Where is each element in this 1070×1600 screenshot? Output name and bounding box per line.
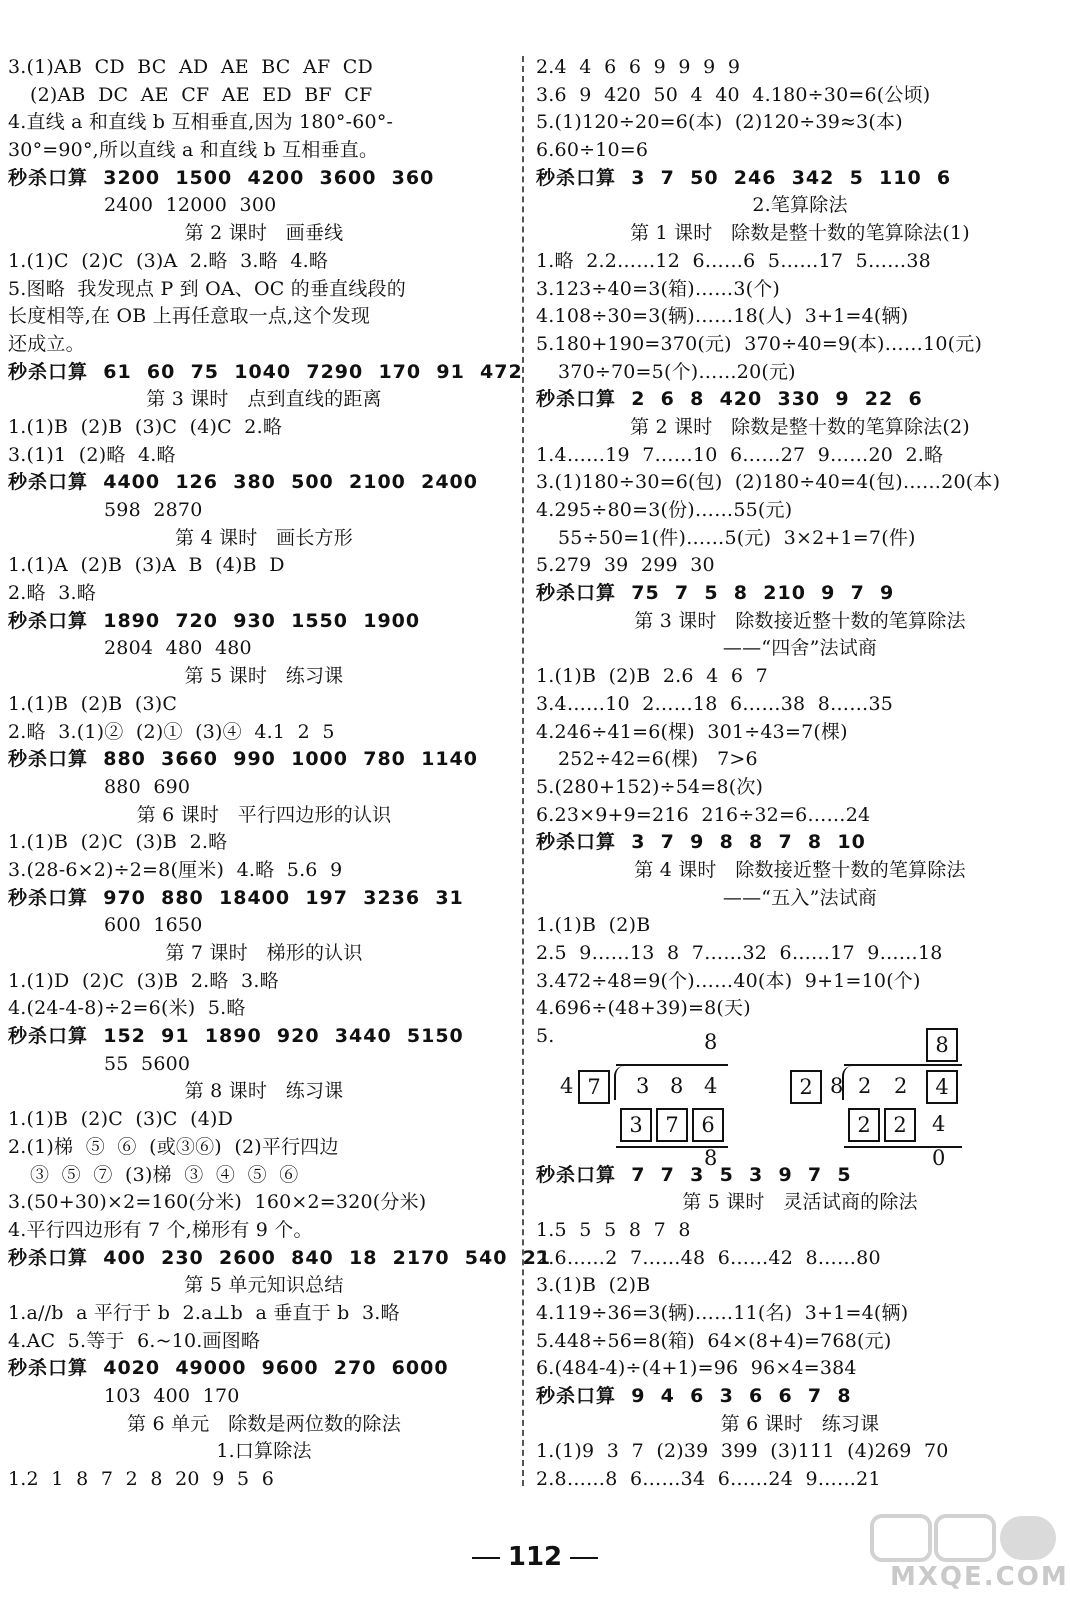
right-answer-line: 4.246÷41=6(棵) 301÷43=7(棵)	[536, 720, 848, 743]
right-product-digit: 4	[932, 1112, 946, 1136]
left-heading: 第 6 单元 除数是两位数的除法	[127, 1412, 401, 1435]
right-answer-line: 2.4 4 6 6 9 9 9 9	[536, 56, 741, 78]
right-answer-line: 3.472÷48=9(个)……40(本) 9+1=10(个)	[536, 969, 921, 992]
left-answer-line: 598 2870	[104, 499, 203, 521]
right-answer-line: 2.5 9……13 8 7……32 6……17 9……18	[536, 942, 943, 964]
right-answer-line: 3.6 9 420 50 4 40 4.180÷30=6(公顷)	[536, 83, 931, 106]
left-quotient: 8	[704, 1030, 718, 1054]
left-mental-math-line: 秒杀口算 880 3660 990 1000 780 1140	[8, 748, 479, 771]
left-answer-line: 103 400 170	[104, 1385, 240, 1407]
left-answer-line: 880 690	[104, 775, 191, 798]
left-answer-line: 600 1650	[104, 914, 203, 937]
right-answer-line: 1.5 5 5 8 7 8	[536, 1218, 691, 1241]
left-answer-line: 2.(1)梯 ⑤ ⑥ (或③⑥) (2)平行四边	[8, 1135, 339, 1158]
right-heading: 2.笔算除法	[752, 194, 848, 217]
left-answer-line: 1.(1)C (2)C (3)A 2.略 3.略 4.略	[8, 249, 329, 272]
left-heading: 第 5 单元知识总结	[184, 1274, 344, 1297]
left-divisor-digit: 4	[560, 1074, 574, 1098]
left-heading: 第 7 课时 梯形的认识	[165, 942, 363, 964]
left-answer-line: 1.(1)A (2)B (3)A B (4)B D	[8, 554, 285, 577]
left-answer-line: 2400 12000 300	[104, 194, 277, 217]
left-answer-line: 2804 480 480	[104, 637, 252, 660]
right-heading: 第 4 课时 除数接近整十数的笔算除法	[634, 858, 966, 881]
left-answer-line: 2.略 3.(1)② (2)① (3)④ 4.1 2 5	[8, 720, 335, 743]
right-product-box: 2	[884, 1108, 916, 1142]
right-product-box: 2	[848, 1108, 880, 1142]
left-answer-line: 3.(28-6×2)÷2=8(厘米) 4.略 5.6 9	[8, 858, 343, 881]
left-mental-math-line: 秒杀口算 400 230 2600 840 18 2170 540 21	[8, 1246, 552, 1269]
right-answer-line: 6.23×9+9=216 216÷32=6……24	[536, 803, 871, 826]
right-answer-line: 5.448÷56=8(箱) 64×(8+4)=768(元)	[536, 1329, 892, 1352]
left-answer-line: 4.AC 5.等于 6.~10.画图略	[8, 1329, 261, 1352]
left-answer-line: 长度相等,在 OB 上再任意取一点,这个发现	[8, 305, 371, 328]
left-product-box: 7	[656, 1108, 688, 1142]
left-answer-line: 55 5600	[104, 1052, 191, 1075]
right-answer-line: 55÷50=1(件)……5(元) 3×2+1=7(件)	[558, 526, 916, 549]
left-heading: 第 2 课时 画垂线	[184, 222, 344, 245]
right-answer-line: 3.(1)180÷30=6(包) (2)180÷40=4(包)……20(本)	[536, 471, 1001, 494]
left-mental-math-line: 秒杀口算 970 880 18400 197 3236 31	[8, 886, 464, 909]
right-answer-line: 252÷42=6(棵) 7>6	[558, 748, 758, 771]
right-answer-line: 5.180+190=370(元) 370÷40=9(本)……10(元)	[536, 332, 983, 355]
left-heading: 第 3 课时 点到直线的距离	[146, 388, 382, 411]
left-division-bracket	[614, 1066, 626, 1100]
right-answer-line: 3.(1)B (2)B	[536, 1274, 651, 1297]
left-answer-line: 30°=90°,所以直线 a 和直线 b 互相垂直。	[8, 139, 379, 162]
left-dividend-digit: 8	[670, 1074, 684, 1098]
left-answer-line: 1.(1)D (2)C (3)B 2.略 3.略	[8, 969, 279, 992]
left-heading: 1.口算除法	[216, 1440, 312, 1463]
left-mental-math-line: 秒杀口算 4020 49000 9600 270 6000	[8, 1357, 449, 1380]
right-mental-math-line: 秒杀口算 9 4 6 3 6 6 7 8	[536, 1385, 852, 1407]
right-answer-line: 2.8……8 6……34 6……24 9……21	[536, 1468, 881, 1491]
left-answer-line: 3.(50+30)×2=160(分米) 160×2=320(分米)	[8, 1191, 427, 1214]
left-answer-line: 1.(1)B (2)C (3)C (4)D	[8, 1108, 234, 1131]
left-dividend-digit: 3	[636, 1074, 650, 1098]
right-answer-line: 3.123÷40=3(箱)……3(个)	[536, 277, 781, 300]
right-answer-line: 5.279 39 299 30	[536, 554, 715, 577]
right-mental-math-line: 秒杀口算 3 7 9 8 8 7 8 10	[536, 831, 866, 854]
right-answer-line: 4.295÷80=3(份)……55(元)	[536, 499, 793, 521]
left-answer-line: 3.(1)1 (2)略 4.略	[8, 443, 176, 466]
right-dividend-digit: 2	[858, 1074, 872, 1098]
right-answer-line: 1.4……19 7……10 6……27 9……20 2.略	[536, 443, 944, 466]
left-answer-line: 4.(24-4-8)÷2=6(米) 5.略	[8, 997, 246, 1020]
left-answer-line: 1.(1)B (2)B (3)C (4)C 2.略	[8, 415, 283, 438]
right-answer-line: 4.119÷36=3(辆)……11(名) 3+1=4(辆)	[536, 1301, 909, 1324]
right-answer-line: 2.6……2 7……48 6……42 8……80	[536, 1246, 881, 1269]
right-divisor-box: 2	[790, 1070, 822, 1104]
right-mental-math-line: 秒杀口算 3 7 50 246 342 5 110 6	[536, 166, 952, 189]
right-answer-line: 5.(1)120÷20=6(本) (2)120÷39≈3(本)	[536, 111, 903, 134]
left-answer-line: 1.(1)B (2)C (3)B 2.略	[8, 831, 228, 854]
right-answer-line: 4.696÷(48+39)=8(天)	[536, 997, 751, 1020]
right-answer-line: 5.(280+152)÷54=8(次)	[536, 775, 764, 798]
right-answer-line: 4.108÷30=3(辆)……18(人) 3+1=4(辆)	[536, 305, 909, 328]
left-mental-math-line: 秒杀口算 152 91 1890 920 3440 5150	[8, 1025, 464, 1048]
right-heading: 第 3 课时 除数接近整十数的笔算除法	[634, 609, 966, 632]
right-answer-line: 3.4……10 2……18 6……38 8……35	[536, 692, 894, 715]
right-quotient-box: 8	[926, 1028, 958, 1062]
right-mental-math-line: 秒杀口算 75 7 5 8 210 9 7 9	[536, 582, 895, 605]
watermark-logo-icon	[870, 1512, 1060, 1564]
right-answer-line: 370÷70=5(个)……20(元)	[558, 360, 796, 383]
left-heading: 第 5 课时 练习课	[184, 665, 344, 688]
left-answer-line: (2)AB DC AE CF AE ED BF CF	[30, 83, 373, 106]
right-column	[536, 54, 1064, 1494]
left-answer-line: 3.(1)AB CD BC AD AE BC AF CD	[8, 56, 373, 78]
left-heading: 第 4 课时 画长方形	[175, 526, 353, 549]
watermark-site: MXQE.COM	[890, 1562, 1069, 1592]
right-heading: ——“五入”法试商	[722, 886, 878, 909]
right-dividend-box: 4	[926, 1070, 958, 1104]
column-divider	[522, 56, 524, 1486]
right-heading: 第 6 课时 练习课	[720, 1412, 880, 1435]
left-heading: 第 8 课时 练习课	[184, 1080, 344, 1103]
left-mental-math-line: 秒杀口算 4400 126 380 500 2100 2400	[8, 471, 479, 494]
left-answer-line: 4.直线 a 和直线 b 互相垂直,因为 180°-60°-	[8, 111, 394, 134]
right-remainder: 0	[932, 1146, 946, 1170]
right-answer-line: 5.	[536, 1025, 555, 1048]
left-dividend-digit: 4	[704, 1074, 718, 1098]
left-answer-line: 2.略 3.略	[8, 582, 96, 605]
left-answer-line: 1.2 1 8 7 2 8 20 9 5 6	[8, 1468, 275, 1491]
left-product-box: 3	[620, 1108, 652, 1142]
left-mental-math-line: 秒杀口算 61 60 75 1040 7290 170 91 472	[8, 360, 523, 383]
right-answer-line: 1.(1)B (2)B	[536, 914, 651, 937]
left-answer-line: 1.(1)B (2)B (3)C	[8, 692, 178, 715]
right-answer-line: 6.60÷10=6	[536, 139, 649, 162]
left-answer-line: 4.平行四边形有 7 个,梯形有 9 个。	[8, 1218, 313, 1241]
left-answer-line: 还成立。	[8, 332, 85, 355]
right-heading: ——“四舍”法试商	[722, 637, 878, 660]
left-column	[8, 54, 552, 1494]
left-product-box: 6	[692, 1108, 724, 1142]
right-answer-line: 1.(1)B (2)B 2.6 4 6 7	[536, 665, 768, 688]
page-number-text: 112	[507, 1542, 563, 1572]
left-heading: 第 6 课时 平行四边形的认识	[136, 803, 392, 826]
right-dividend-digit: 2	[894, 1074, 908, 1098]
right-mental-math-line: 秒杀口算 2 6 8 420 330 9 22 6	[536, 388, 923, 411]
left-divisor-box: 7	[578, 1070, 610, 1104]
left-answer-line: 1.a//b a 平行于 b 2.a⊥b a 垂直于 b 3.略	[8, 1301, 400, 1324]
right-division-bar	[844, 1064, 962, 1066]
right-heading: 第 5 课时 灵活试商的除法	[682, 1191, 918, 1214]
left-mental-math-line: 秒杀口算 1890 720 930 1550 1900	[8, 609, 421, 632]
left-division-bar	[616, 1064, 728, 1066]
left-remainder: 8	[704, 1146, 718, 1170]
right-heading: 第 1 课时 除数是整十数的笔算除法(1)	[630, 222, 970, 245]
watermark	[870, 1512, 1069, 1594]
right-answer-line: 1.略 2.2……12 6……6 5……17 5……38	[536, 249, 931, 272]
left-mental-math-line: 秒杀口算 3200 1500 4200 3600 360	[8, 166, 435, 189]
right-divisor-digit: 8	[830, 1074, 844, 1098]
right-mental-math-line: 秒杀口算 7 7 3 5 3 9 7 5	[536, 1163, 852, 1186]
left-answer-line: 5.图略 我发现点 P 到 OA、OC 的垂直线段的	[8, 277, 406, 300]
right-division-bracket	[842, 1066, 854, 1100]
left-answer-line: ③ ⑤ ⑦ (3)梯 ③ ④ ⑤ ⑥	[30, 1163, 299, 1186]
long-division-figure	[552, 1028, 972, 1178]
right-answer-line: 6.(484-4)÷(4+1)=96 96×4=384	[536, 1357, 857, 1380]
right-heading: 第 2 课时 除数是整十数的笔算除法(2)	[630, 415, 970, 438]
right-answer-line: 1.(1)9 3 7 (2)39 399 (3)111 (4)269 70	[536, 1440, 949, 1463]
